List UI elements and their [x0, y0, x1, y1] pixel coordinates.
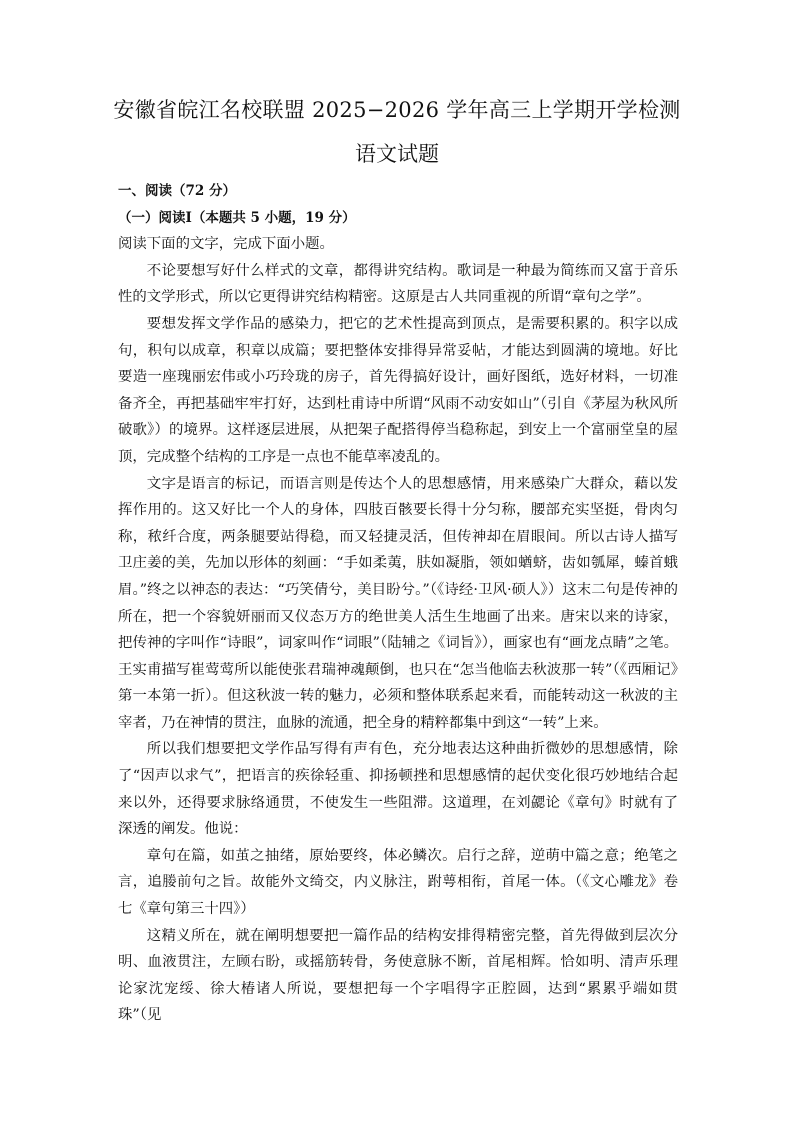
paragraph-2: 要想发挥文学作品的感染力，把它的艺术性提高到顶点，是需要积累的。积字以成句，积句以成章，积章以成篇；要把整体安排得异常妥帖，才能达到圆满的境地。好比要造一座瑰丽宏伟或小巧玲珑的房子，首先得搞好设计，画好图纸，选好材料，一切准备齐全，再把基础牢牢打好，达到杜甫诗中所谓“风雨不动安如山”（引自《茅屋为秋风所破歌》）的境界。这样逐层进展，从把架子配搭得停当稳称起，到安上一个富丽堂皇的屋顶，完成整个结构的工序是一点也不能草率凌乱的。	[118, 315, 678, 465]
paragraph-3: 文字是语言的标记，而语言则是传达个人的思想感情，用来感染广大群众，藉以发挥作用的。这又好比一个人的身体，四肢百骸要长得十分匀称，腰部充实坚挺，骨肉匀称，秾纤合度，两条腿要站得稳，而又轻捷灵活，但传神却在眉眼间。所以古诗人描写卫庄姜的美，先加以形体的刻画：“手如柔荑，肤如凝脂，领如蝤蛴，齿如瓠犀，螓首蛾眉。”终之以神态的表达：“巧笑倩兮，美目盼兮。”（《诗经·卫风·硕人》）这末二句是传神的所在，把一个容貌妍丽而又仪态万方的绝世美人活生生地画了出来。唐宋以来的诗家，把传神的字叫作“诗眼”，词家叫作“词眼”（陆辅之《词旨》），画家也有“画龙点睛”之笔。王实甫描写崔莺莺所以能使张君瑞神魂颠倒，也只在“怎当他临去秋波那一转”（《西厢记》第一本第一折）。但这秋波一转的魅力，必须和整体联系起来看，而能转动这一秋波的主宰者，乃在神情的贯注，血脉的流通，把全身的精粹都集中到这“一转”上来。	[118, 475, 678, 731]
exam-subtitle: 语文试题	[355, 142, 439, 166]
paragraph-4: 所以我们想要把文学作品写得有声有色，充分地表达这种曲折微妙的思想感情，除了“因声以求气”，把语言的疾徐轻重、抑扬顿挫和思想感情的起伏变化很巧妙地结合起来以外，还得要求脉络通贯，不使发生一些阻滞。这道理，在刘勰论《章句》时就有了深透的阐发。他说：	[118, 741, 678, 838]
paragraph-1: 不论要想写好什么样式的文章，都得讲究结构。歌词是一种最为简练而又富于音乐性的文学形式，所以它更得讲究结构精密。这原是古人共同重视的所谓“章句之学”。	[118, 262, 678, 306]
document-body	[118, 178, 678, 1029]
instruction-text: 阅读下面的文字，完成下面小题。	[118, 236, 334, 253]
subsection-heading: （一）阅读Ⅰ（本题共 5 小题，19 分）	[118, 209, 356, 226]
quoted-passage: 章句在篇，如茧之抽绪，原始要终，体必鳞次。启行之辞，逆萌中篇之意；绝笔之言，追媵前句之旨。故能外文绮交，内义脉注，跗萼相衔，首尾一体。（《文心雕龙》卷七《章句第三十四》）	[118, 847, 678, 918]
section-heading: 一、阅读（72 分）	[118, 183, 236, 199]
paragraph-5: 这精义所在，就在阐明想要把一篇作品的结构安排得精密完整，首先得做到层次分明、血液贯注，左顾右盼，或摇筋转骨，务使意脉不断，首尾相辉。恰如明、清声乐理论家沈宠绥、徐大椿诸人所说，要想把每一个字唱得字正腔圆，达到“累累乎端如贯珠”（见	[118, 927, 678, 1024]
exam-title: 安徽省皖江名校联盟 2025−2026 学年高三上学期开学检测	[113, 98, 681, 122]
